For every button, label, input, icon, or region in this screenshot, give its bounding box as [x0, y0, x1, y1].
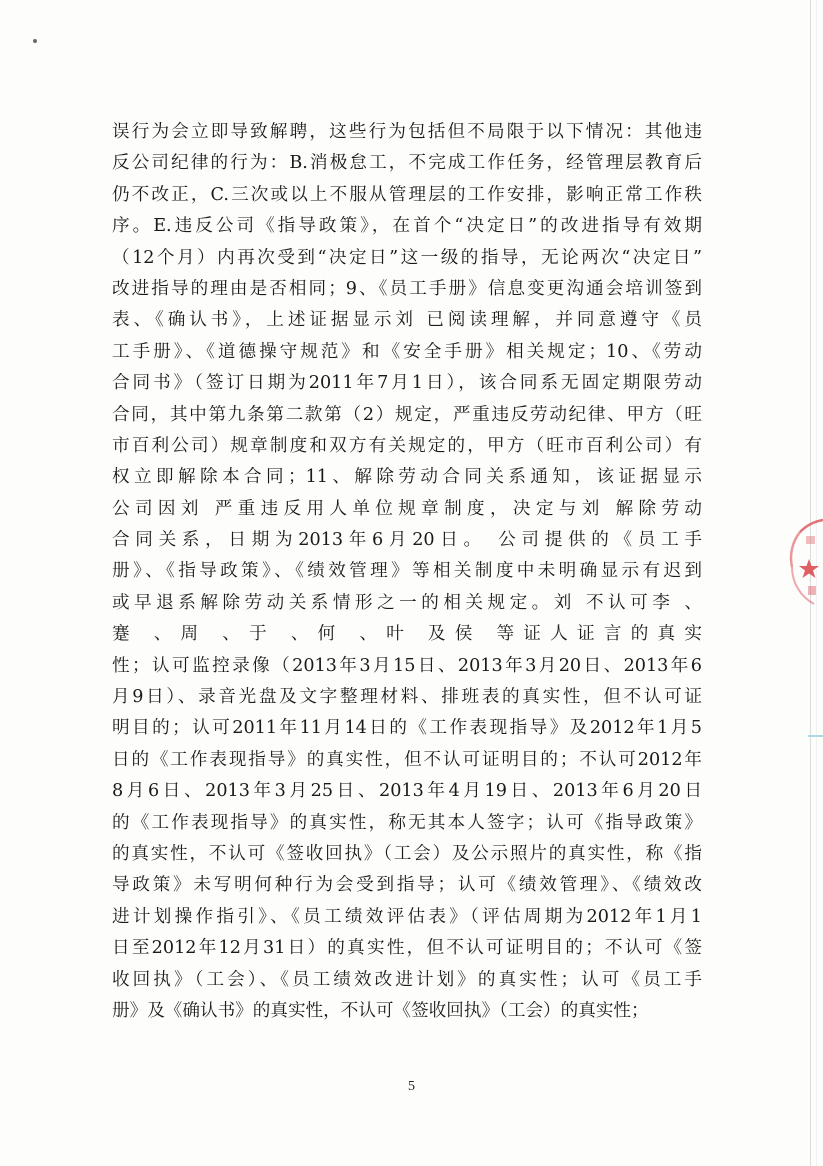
- text-line: 的真实性，不认可《签收回执》（工会）及公示照片的真实性，称《指: [112, 843, 702, 864]
- text-line: 序。E.违反公司《指导政策》，在首个“决定日”的改进指导有效期: [112, 216, 702, 237]
- text-line: 合同书》（签订日期为2011年7月1日），该合同系无固定期限劳动: [112, 373, 702, 394]
- official-seal-icon: [784, 512, 823, 612]
- text-line: 册》、《指导政策》、《绩效管理》等相关制度中未明确显示有迟到: [112, 561, 702, 582]
- text-line: 进计划操作指引》、《员工绩效评估表》（评估周期为2012年1月1: [112, 906, 702, 927]
- text-line: （12个月）内再次受到“决定日”这一级的指导，无论两次“决定日”: [112, 247, 702, 268]
- scan-artifact-dot: [33, 39, 37, 43]
- text-line: 工手册》、《道德操守规范》和《安全手册》相关规定；10、《劳动: [112, 341, 702, 362]
- text-line: 或早退系解除劳动关系情形之一的相关规定。刘 不认可李 、: [112, 592, 702, 613]
- text-line: 日的《工作表现指导》的真实性，但不认可证明目的；不认可2012年: [112, 749, 702, 770]
- scan-edge-mark: [808, 735, 823, 737]
- text-line: 导政策》未写明何种行为会受到指导；认可《绩效管理》、《绩效改: [112, 875, 702, 896]
- text-line: 权立即解除本合同；11、解除劳动合同关系通知，该证据显示: [112, 467, 702, 488]
- text-line: 明目的；认可2011年11月14日的《工作表现指导》及2012年1月5: [112, 718, 702, 739]
- text-line: 表、《确认书》，上述证据显示刘 已阅读理解，并同意遵守《员: [112, 310, 702, 331]
- text-line: 收回执》（工会）、《员工绩效改进计划》的真实性；认可《员工手: [112, 969, 702, 990]
- text-line: 合同关系，日期为2013年6月20日。 公司提供的《员工手: [112, 530, 702, 551]
- text-line: 公司因刘 严重违反用人单位规章制度，决定与刘 解除劳动: [112, 498, 702, 519]
- text-line: 月9日）、录音光盘及文字整理材料、排班表的真实性，但不认可证: [112, 687, 702, 708]
- text-line: 误行为会立即导致解聘，这些行为包括但不局限于以下情况：其他违: [112, 122, 702, 142]
- text-line: 册》及《确认书》的真实性，不认可《签收回执》（工会）的真实性；: [112, 1000, 649, 1021]
- text-line: 性；认可监控录像（2013年3月15日、2013年3月20日、2013年6: [112, 655, 702, 676]
- page-number: 5: [408, 1079, 415, 1094]
- text-line: 的《工作表现指导》的真实性，称无其本人签字；认可《指导政策》: [112, 812, 702, 833]
- text-line: 仍不改正，C.三次或以上不服从管理层的工作安排，影响正常工作秩: [112, 184, 702, 205]
- text-line: 改进指导的理由是否相同；9、《员工手册》信息变更沟通会培训签到: [112, 278, 702, 299]
- body-paragraph: [112, 117, 702, 1027]
- text-line: 日至2012年12月31日）的真实性，但不认可证明目的；不认可《签: [112, 938, 702, 959]
- text-line: 市百利公司）规章制度和双方有关规定的，甲方（旺市百利公司）有: [112, 435, 702, 456]
- text-line: 反公司纪律的行为：B.消极怠工，不完成工作任务，经管理层教育后: [112, 153, 702, 174]
- text-line: 合同，其中第九条第二款第（2）规定，严重违反劳动纪律、甲方（旺: [112, 404, 702, 425]
- text-line: 8月6日、2013年3月25日、2013年4月19日、2013年6月20日: [112, 781, 702, 802]
- text-line: 蹇 、周 、于 、何 、叶 及侯 等证人证言的真实: [112, 624, 702, 645]
